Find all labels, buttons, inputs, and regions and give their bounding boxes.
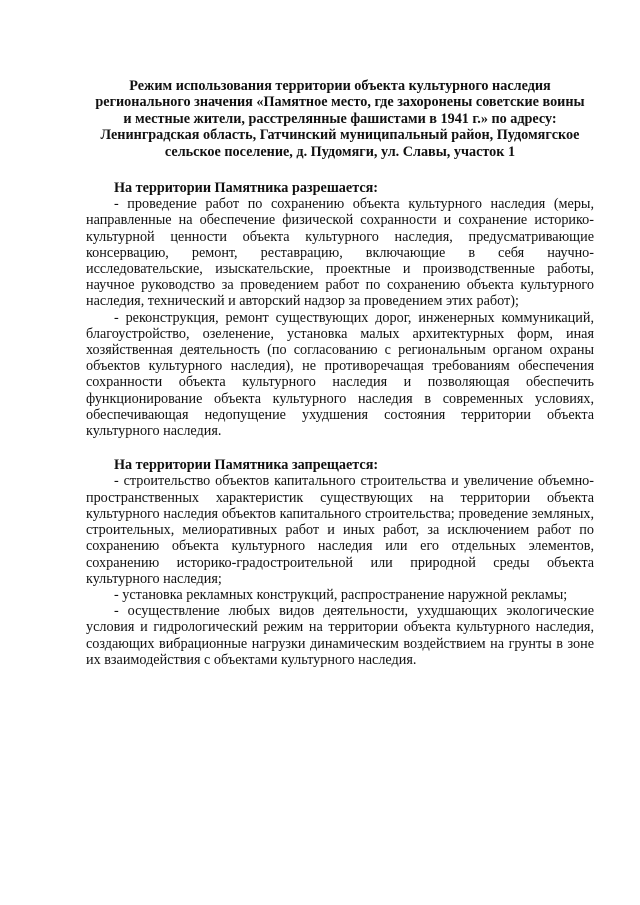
title-line: Ленинградская область, Гатчинский муниципальный район, Пудомягское [100,127,580,144]
prohibited-item: - строительство объектов капитального строительства и увеличение объемно-пространственных характеристик существующих на территории объекта культурного наследия объектов капитального строительства; проведение земляных, строительных, мелиоративных работ и иных работ, за исключением работ по сохранению объекта культурного наследия или его отдельных элементов, сохранению историко-градостроительной или природной среды объекта культурного наследия; [86,473,594,587]
title-line: и местные жители, расстрелянные фашистами в 1941 г.» по адресу: [123,110,557,127]
prohibited-item: - установка рекламных конструкций, распространение наружной рекламы; [114,586,568,603]
prohibited-heading: На территории Памятника запрещается: [114,457,379,474]
document-title [86,78,594,160]
title-line: регионального значения «Памятное место, где захоронены советские воины [95,94,585,111]
section-spacer [86,439,594,457]
title-line: Режим использования территории объекта культурного наследия [129,78,551,94]
title-line: сельское поселение, д. Пудомяги, ул. Славы, участок 1 [164,143,516,160]
allowed-item: - реконструкция, ремонт существующих дорог, инженерных коммуникаций, благоустройство, озеленение, установка малых архитектурных форм, иная хозяйственная деятельность (по согласованию с региональным органом охраны объектов культурного наследия), не противоречащая требованиям обеспечения сохранности объекта культурного наследия и позволяющая обеспечить функционирование объекта культурного наследия в современных условиях, обеспечивающая недопущение ухудшения состояния территории объекта культурного наследия. [86,309,594,440]
allowed-heading: На территории Памятника разрешается: [114,180,379,197]
prohibited-item: - осуществление любых видов деятельности, ухудшающих экологические условия и гидрологический режим на территории объекта культурного наследия, создающих вибрационные нагрузки динамическим воздействием на грунты в зоне их взаимодействия с объектами культурного наследия. [86,603,594,668]
allowed-item: - проведение работ по сохранению объекта культурного наследия (меры, направленные на обеспечение физической сохранности и сохранение историко-культурной ценности объекта культурного наследия, предусматривающие консервацию, ремонт, реставрацию, включающие в себя научно-исследовательские, изыскательские, проектные и производственные работы, научное руководство за проведением работ по сохранению объекта культурного наследия, технический и авторский надзор за проведением этих работ); [86,196,594,310]
allowed-section [86,180,594,439]
prohibited-section [86,457,594,668]
